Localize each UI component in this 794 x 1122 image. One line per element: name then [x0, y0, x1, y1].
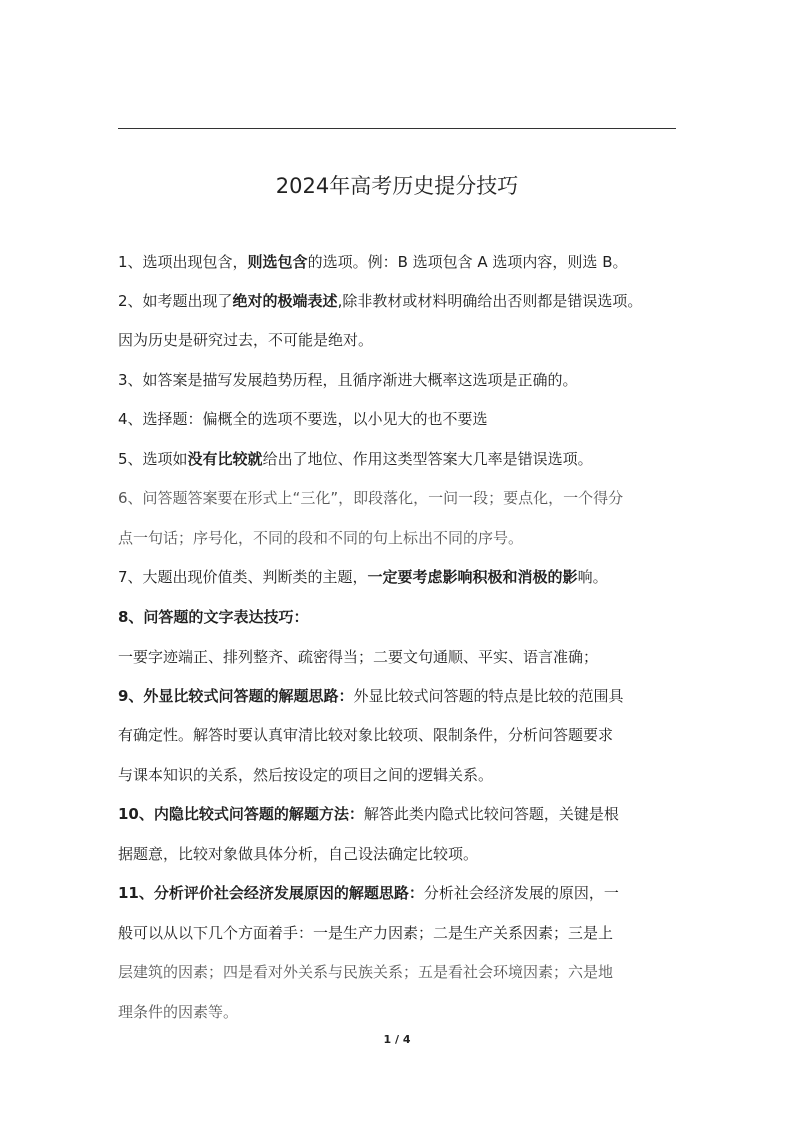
text-line: [118, 291, 642, 311]
text-line: [118, 844, 478, 864]
text-segment: ,除非教材或材料明确给出否则都是错误选项。: [337, 292, 643, 310]
text-line: [118, 1002, 238, 1022]
text-segment: 的选项。例：B 选项包含 A 选项内容，则选 B。: [307, 253, 628, 271]
text-segment: 一要字迹端正、排列整齐、疏密得当；二要文句通顺、平实、语言准确；: [118, 648, 599, 666]
text-segment: 点一句话；序号化，不同的段和不同的句上标出不同的序号。: [118, 529, 524, 547]
text-line: [118, 449, 593, 469]
text-line: [118, 804, 619, 824]
text-segment: 5、选项如: [118, 450, 188, 468]
text-segment: 6、问答题答案要在形式上“三化”，即段落化，一问一段；要点化，一个得分: [118, 489, 624, 507]
text-line: [118, 607, 308, 627]
text-line: [118, 765, 493, 785]
text-segment: 有确定性。解答时要认真审清比较对象比较项、限制条件，分析问答题要求: [118, 726, 614, 744]
text-line: [118, 647, 598, 667]
text-line: [118, 962, 613, 982]
text-segment: 外显比较式问答题的特点是比较的范围具: [353, 687, 624, 705]
text-segment: 理条件的因素等。: [118, 1003, 239, 1021]
top-rule: [118, 128, 676, 129]
page-title: 2024年高考历史提分技巧: [275, 174, 519, 198]
text-line: [118, 488, 623, 508]
bold-text: 则选包含: [247, 253, 308, 271]
bold-text: 一定要考虑影响积极和消极的影: [367, 568, 578, 586]
text-line: [118, 567, 608, 587]
bold-text: 9、外显比较式问答题的解题思路：: [118, 687, 354, 705]
text-segment: 分析社会经济发展的原因，一: [423, 884, 619, 902]
text-segment: 响。: [577, 568, 608, 586]
text-line: [118, 686, 623, 706]
text-segment: 般可以从以下几个方面着手：一是生产力因素；二是生产关系因素；三是上: [118, 924, 614, 942]
text-line: [118, 923, 613, 943]
bold-text: 10、内隐比较式问答题的解题方法：: [118, 805, 364, 823]
bold-text: 没有比较就: [187, 450, 263, 468]
bold-text: 绝对的极端表述: [232, 292, 338, 310]
text-line: [118, 330, 373, 350]
text-segment: 层建筑的因素；四是看对外关系与民族关系；五是看社会环境因素；六是地: [118, 963, 614, 981]
bold-text: 11、分析评价社会经济发展原因的解题思路：: [118, 884, 424, 902]
text-line: [118, 528, 523, 548]
page-number: 1 / 4: [383, 1033, 411, 1046]
text-line: [118, 409, 488, 429]
text-segment: 2、如考题出现了: [118, 292, 233, 310]
text-segment: 3、如答案是描写发展趋势历程，且循序渐进大概率这选项是正确的。: [118, 371, 578, 389]
text-segment: 据题意，比较对象做具体分析，自己设法确定比较项。: [118, 845, 479, 863]
text-segment: 因为历史是研究过去，不可能是绝对。: [118, 331, 374, 349]
text-line: [118, 725, 613, 745]
text-segment: 给出了地位、作用这类型答案大几率是错误选项。: [262, 450, 593, 468]
text-segment: 解答此类内隐式比较问答题，关键是根: [363, 805, 619, 823]
text-line: [118, 252, 627, 272]
text-segment: 与课本知识的关系，然后按设定的项目之间的逻辑关系。: [118, 766, 494, 784]
text-line: [118, 370, 578, 390]
text-line: [118, 883, 619, 903]
text-segment: 1、选项出现包含，: [118, 253, 248, 271]
text-segment: 4、选择题：偏概全的选项不要选，以小见大的也不要选: [118, 410, 488, 428]
text-segment: 7、大题出现价值类、判断类的主题，: [118, 568, 368, 586]
bold-text: 8、问答题的文字表达技巧：: [118, 608, 309, 626]
